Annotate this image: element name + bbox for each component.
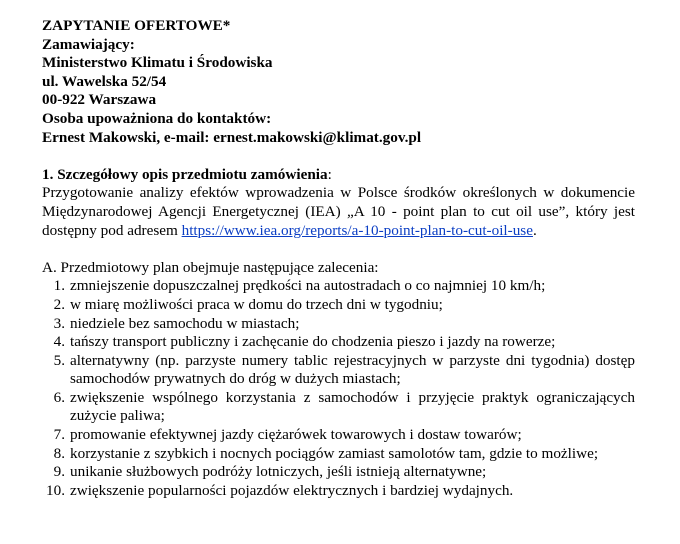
item-text: korzystanie z szybkich i nocnych pociągów zamiast samolotów tam, gdzie to możliwe; — [70, 444, 599, 462]
list-item — [42, 426, 635, 445]
list-item — [42, 352, 635, 389]
item-text: zwiększenie wspólnego korzystania z samochodów i przyjęcie praktyk ograniczających zużycie paliwa; — [70, 388, 635, 425]
item-number: 10. — [46, 481, 65, 499]
section-1-end: . — [532, 221, 537, 239]
section-1-paragraph — [42, 184, 635, 240]
item-number: 8. — [53, 444, 65, 462]
postal-city: 00-922 Warszawa — [42, 91, 157, 109]
section-1-heading: 1. Szczegółowy opis przedmiotu zamówienia — [42, 165, 328, 183]
list-item — [42, 296, 635, 315]
section-1-colon: : — [327, 165, 332, 183]
item-text: alternatywny (np. parzyste numery tablic rejestracyjnych w parzyste dni tygodnia) dostęp samochodów prywatnych do dróg w dużych miastach; — [70, 351, 635, 388]
list-item — [42, 277, 635, 296]
contact-person: Ernest Makowski, e-mail: ernest.makowski@klimat.gov.pl — [42, 128, 422, 146]
contact-label: Osoba upoważniona do kontaktów: — [42, 109, 272, 127]
item-number: 4. — [53, 333, 65, 351]
iea-report-link[interactable]: https://www.iea.org/reports/a-10-point-plan-to-cut-oil-use — [181, 221, 533, 239]
section-1 — [42, 166, 635, 240]
section-a — [42, 259, 635, 501]
item-number: 6. — [53, 388, 65, 406]
section-1-text: Przygotowanie analizy efektów wprowadzenia w Polsce środków określonych w dokumencie Międzynarodowej Agencji Energetycznej (IEA) „A 10 - point plan to cut oil use”, który jest dostępny pod adresem — [42, 184, 635, 239]
list-item — [42, 333, 635, 352]
item-number: 1. — [53, 277, 65, 295]
document-title: ZAPYTANIE OFERTOWE* — [42, 17, 231, 34]
item-number: 3. — [53, 314, 65, 332]
recommendations-list — [42, 277, 635, 500]
item-text: tańszy transport publiczny i zachęcanie do chodzenia pieszo i jazdy na rowerze; — [70, 333, 556, 351]
organization-name: Ministerstwo Klimatu i Środowiska — [42, 54, 273, 72]
list-item — [42, 463, 635, 482]
item-text: w miarę możliwości praca w domu do trzech dni w tygodniu; — [70, 295, 443, 313]
item-number: 9. — [53, 463, 65, 481]
item-number: 7. — [53, 426, 65, 444]
item-number: 5. — [53, 351, 65, 369]
item-text: promowanie efektywnej jazdy ciężarówek towarowych i dostaw towarów; — [70, 426, 522, 444]
item-text: zwiększenie popularności pojazdów elektrycznych i bardziej wydajnych. — [70, 481, 514, 499]
ordering-party-label: Zamawiający: — [42, 35, 135, 53]
item-text: zmniejszenie dopuszczalnej prędkości na autostradach o co najmniej 10 km/h; — [70, 277, 546, 295]
list-item — [42, 315, 635, 334]
item-text: unikanie służbowych podróży lotniczych, jeśli istnieją alternatywne; — [70, 463, 487, 481]
item-number: 2. — [53, 295, 65, 313]
header-block — [42, 17, 635, 147]
section-a-intro: A. Przedmiotowy plan obejmuje następujące zalecenia: — [42, 258, 379, 276]
item-text: niedziele bez samochodu w miastach; — [70, 314, 300, 332]
list-item — [42, 482, 635, 501]
street-address: ul. Wawelska 52/54 — [42, 72, 167, 90]
list-item — [42, 445, 635, 464]
list-item — [42, 389, 635, 426]
